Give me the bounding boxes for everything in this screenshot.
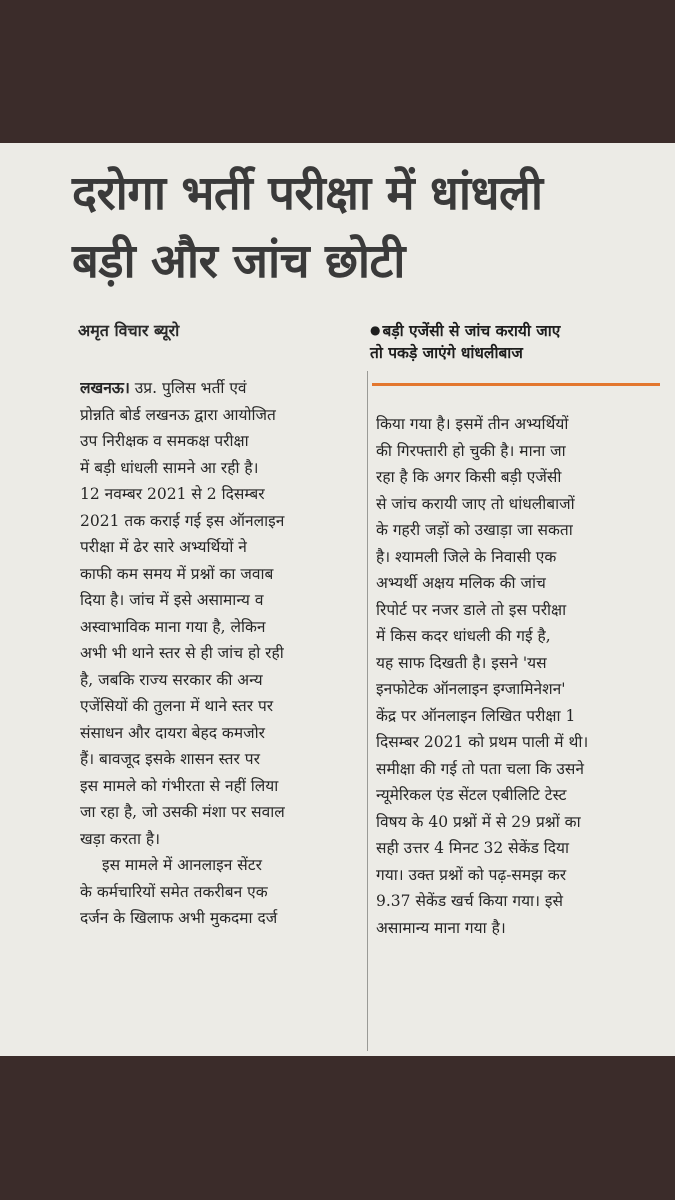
text-line: इस मामले में आनलाइन सेंटर [102,856,262,874]
text-line: दर्जन के खिलाफ अभी मुकदमा दर्ज [80,909,278,927]
text-line: के गहरी जड़ों को उखाड़ा जा सकता [376,521,573,539]
headline-line-1: दरोगा भर्ती परीक्षा में धांधली [72,166,543,221]
text-line: संसाधन और दायरा बेहद कमजोर [80,723,265,742]
text-line: इस मामले को गंभीरता से नहीं लिया [80,776,279,795]
text-line: से जांच करायी जाए तो धांधलीबाजों [376,494,575,513]
highlight-text-1: बड़ी एजेंसी से जांच करायी जाए [382,322,561,340]
text-line: की गिरफ्तारी हो चुकी है। माना जा [376,441,566,460]
byline: अमृत विचार ब्यूरो [78,321,180,340]
newspaper-clipping [0,143,675,1056]
text-line: 2021 तक कराई गई इस ऑनलाइन [80,511,285,530]
text-line: खड़ा करता है। [80,829,161,848]
orange-divider [372,383,660,386]
text-line: न्यूमेरिकल एंड सेंटल एबीलिटि टेस्ट [376,786,567,804]
text-line: दिसम्बर 2021 को प्रथम पाली में थी। [376,733,589,751]
text-line: उप निरीक्षक व समकक्ष परीक्षा [80,432,249,450]
text-line: परीक्षा में ढेर सारे अभ्यर्थियों ने [80,538,247,556]
text-line: हैं। बावजूद इसके शासन स्तर पर [80,750,260,768]
text-line: अभी भी थाने स्तर से ही जांच हो रही [80,644,284,662]
text-line: है, जबकि राज्य सरकार की अन्य [80,670,263,689]
text-line: एजेंसियों की तुलना में थाने स्तर पर [80,697,274,715]
column-divider [367,371,368,1051]
text-line: काफी कम समय में प्रश्नों का जवाब [80,564,274,583]
text-line: 12 नवम्बर 2021 से 2 दिसम्बर [80,485,265,503]
text-line: अस्वाभाविक माना गया है, लेकिन [80,617,266,636]
highlight-line-1 [370,319,660,342]
bullet-icon: ● [370,323,381,337]
text-line: गया। उक्त प्रश्नों को पढ़-समझ कर [376,865,567,884]
text-line: समीक्षा की गई तो पता चला कि उसने [376,759,584,778]
text-line: अभ्यर्थी अक्षय मलिक की जांच [376,574,546,592]
text-line: के कर्मचारियों समेत तकरीबन एक [80,882,268,901]
left-column [80,375,360,932]
text-line: केंद्र पर ऑनलाइन लिखित परीक्षा 1 [376,706,576,725]
text-line: विषय के 40 प्रश्नों में से 29 प्रश्नों का [376,812,581,831]
text-line [80,375,360,402]
text-line: में किस कदर धांधली की गई है, [376,627,551,645]
text-line: रहा है कि अगर किसी बड़ी एजेंसी [376,468,562,486]
text-line-content: उप्र. पुलिस भर्ती एवं [134,379,247,397]
dateline: लखनऊ। [80,378,130,397]
text-line: रिपोर्ट पर नजर डाले तो इस परीक्षा [376,600,567,619]
text-line: में बड़ी धांधली सामने आ रही है। [80,458,259,477]
headline-line-2: बड़ी और जांच छोटी [72,234,405,289]
text-line: इनफोटेक ऑनलाइन इग्जामिनेशन' [376,680,566,698]
text-line: जा रहा है, जो उसकी मंशा पर सवाल [80,803,285,821]
text-line: प्रोन्नति बोर्ड लखनऊ द्वारा आयोजित [80,405,276,424]
top-background-bar [0,0,675,143]
text-line: किया गया है। इसमें तीन अभ्यर्थियों [376,415,569,433]
text-line: दिया है। जांच में इसे असामान्य व [80,591,264,609]
text-line: है। श्यामली जिले के निवासी एक [376,547,557,566]
right-column [376,411,666,941]
highlight-box [370,319,660,364]
bottom-background-bar [0,1056,675,1200]
text-line: असामान्य माना गया है। [376,918,506,937]
text-line: 9.37 सेकेंड खर्च किया गया। इसे [376,892,563,910]
text-line: सही उत्तर 4 मिनट 32 सेकेंड दिया [376,839,570,857]
highlight-line-2: तो पकड़े जाएंगे धांधलीबाज [370,344,523,362]
text-line: यह साफ दिखती है। इसने 'यस [376,653,547,672]
